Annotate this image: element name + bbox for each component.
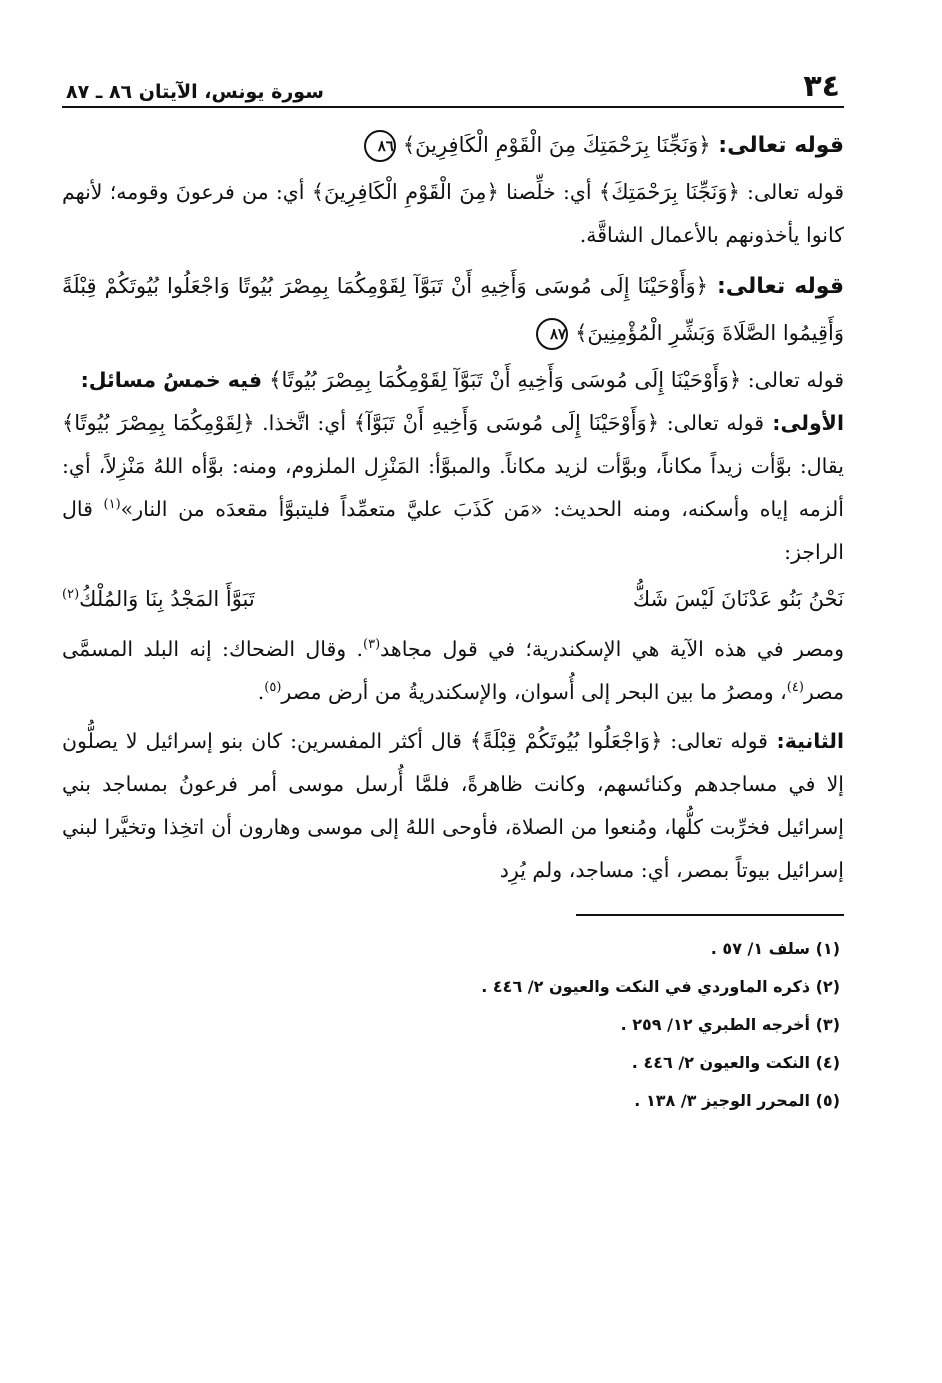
footnote-item: (٢) ذكره الماوردي في النكت والعيون ٢/ ٤٤٦ . — [481, 977, 840, 996]
footnote-divider — [576, 914, 844, 916]
footnote-ref: (٥) — [264, 680, 282, 696]
commentary-paragraph-2 — [62, 359, 844, 402]
quran-quote: ﴿وَأَوْحَيْنَا إِلَى مُوسَى وَأَخِيهِ أَنْ تَبَوَّآ لِقَوْمِكُمَا بِمِصْرَ بُيُوتًا﴾ — [269, 368, 742, 392]
footnotes — [62, 930, 844, 1120]
verse-heading-87 — [62, 263, 844, 357]
verse-number-badge: ٨٧ — [536, 318, 568, 350]
text-run: أي: خلِّصنا — [498, 180, 599, 204]
quran-quote: ﴿وَنَجِّنَا بِرَحْمَتِكَ﴾ — [598, 180, 740, 204]
running-title: سورة يونس، الآيتان ٨٦ ـ ٨٧ — [66, 81, 324, 103]
text-run: ، ومصرُ ما بين البحر إلى أُسوان، والإسكندريةُ من أرض مصر — [281, 680, 787, 704]
commentary-paragraph-1 — [62, 171, 844, 257]
text-run: قال الراجز: — [62, 497, 844, 564]
poetry-verse — [62, 576, 844, 622]
footnote-item: (٣) أخرجه الطبري ١٢/ ٢٥٩ . — [620, 1015, 840, 1034]
footnote-ref: (٢) — [62, 587, 80, 602]
book-page — [62, 62, 844, 1120]
poetry-hemistich-right: نَحْنُ بَنُو عَدْنَانَ لَيْسَ شَكُّ — [632, 587, 844, 611]
verse-label: قوله تعالى: — [708, 274, 844, 299]
quran-verse-text: ﴿وَنَجِّنَا بِرَحْمَتِكَ مِنَ الْقَوْمِ الْكَافِرِينَ﴾ — [402, 133, 711, 157]
quran-quote: ﴿لِقَوْمِكُمَا بِمِصْرَ بُيُوتًا﴾ — [62, 411, 255, 435]
page-number: ٣٤ — [803, 69, 840, 104]
quran-quote: ﴿مِنَ الْقَوْمِ الْكَافِرِينَ﴾ — [311, 180, 499, 204]
text-run: أي: اتَّخذا. — [254, 411, 354, 435]
commentary-paragraph-first-issue — [62, 402, 844, 574]
footnote-ref: (٣) — [363, 637, 381, 653]
quran-quote: ﴿وَأَوْحَيْنَا إِلَى مُوسَى وَأَخِيهِ أَنْ تَبَوَّآ﴾ — [353, 411, 660, 435]
commentary-paragraph-second-issue — [62, 720, 844, 892]
text-run: قوله تعالى: — [739, 180, 844, 204]
footnote-item: (٥) المحرر الوجيز ٣/ ١٣٨ . — [634, 1091, 840, 1110]
footnote-item: (١) سلف ١/ ٥٧ . — [710, 939, 840, 958]
quran-quote: ﴿وَاجْعَلُوا بُيُوتَكُمْ قِبْلَةً﴾ — [469, 729, 663, 753]
text-run: يقال: بوَّأت زيداً مكاناً، وبوَّأت لزيد مكاناً. والمبوَّأ: المَنْزِل الملزوم، ومنه: بوَّأه اللهُ مَنْزِلاً، أي: ألزمه إياه وأسكنه، ومنه الحديث: «مَن كَذَبَ عليَّ متعمِّداً فليتبوَّأ مقعدَه من النار» — [62, 454, 844, 521]
page-header — [62, 62, 844, 108]
text-run: قوله تعالى: — [741, 368, 844, 392]
issues-count-heading: فيه خمسُ مسائل: — [80, 368, 270, 392]
verse-label: قوله تعالى: — [710, 133, 844, 158]
text-run: أي: من فرعونَ وقومه؛ لأنهم كانوا يأخذونهم بالأعمال الشاقَّة. — [62, 180, 844, 247]
commentary-paragraph-egypt — [62, 628, 844, 714]
text-run: قوله تعالى: — [659, 411, 765, 435]
text-run: تَبَوَّأَ المَجْدُ بِنَا وَالمُلْكُ — [79, 587, 255, 611]
poetry-hemistich-left — [62, 576, 255, 622]
text-run: قال أكثر المفسرين: كان بنو إسرائيل لا يصلُّون إلا في مساجدهم وكنائسهم، وكانت ظاهرةً، فلمَّا أُرسل موسى أمر فرعونُ بمساجد بني إسرائيل فخرِّبت كلُّها، ومُنعوا من الصلاة، فأوحى اللهُ إلى موسى وهارون أن اتخِذا وتخيَّرا لبني إسرائيل بيوتاً بمصر، أي: مساجد، ولم يُرِد — [62, 729, 844, 882]
footnote-item: (٤) النكت والعيون ٢/ ٤٤٦ . — [631, 1053, 840, 1072]
page-body — [62, 108, 844, 1120]
issue-label: الثانية: — [767, 729, 845, 753]
text-run: . — [257, 680, 265, 704]
verse-number-badge: ٨٦ — [364, 130, 396, 162]
footnote-ref: (١) — [103, 497, 121, 513]
quran-verse-text: ﴿وَأَوْحَيْنَا إِلَى مُوسَى وَأَخِيهِ أَنْ تَبَوَّآ لِقَوْمِكُمَا بِمِصْرَ بُيُوتًا وَاجْعَلُوا بُيُوتَكُمْ قِبْلَةً وَأَقِيمُوا الصَّلَاةَ وَبَشِّرِ الْمُؤْمِنِينَ﴾ — [62, 274, 844, 345]
text-run: . وقال الضحاك: إنه البلد المسمَّى مصر — [62, 637, 844, 704]
footnote-ref: (٤) — [786, 680, 804, 696]
text-run: قوله تعالى: — [662, 729, 768, 753]
text-run: ومصر في هذه الآية هي الإسكندرية؛ في قول مجاهد — [380, 637, 844, 661]
issue-label: الأولى: — [764, 411, 844, 435]
verse-heading-86 — [62, 122, 844, 169]
